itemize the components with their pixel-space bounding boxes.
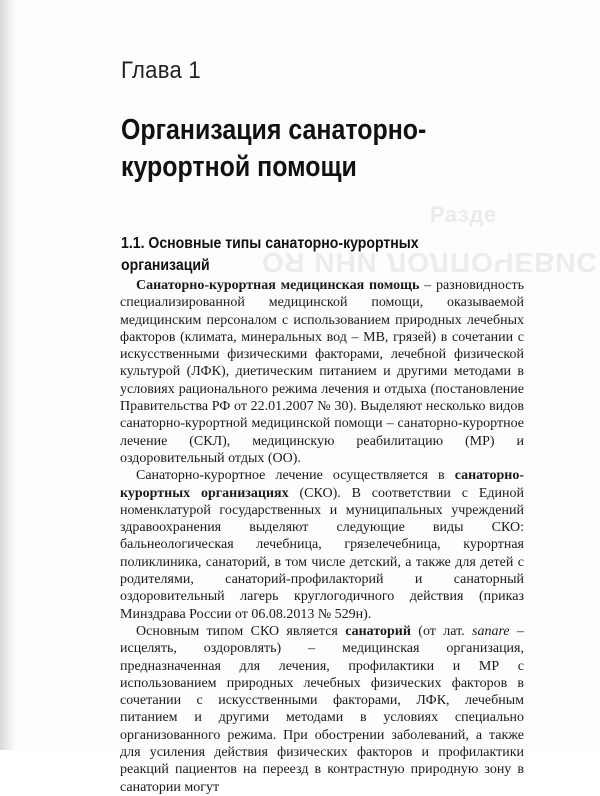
bleed-through-text-bottom: ОЯ ИНИ ЛОЛПОЧЕВИС bbox=[262, 247, 598, 278]
latin-word: sanare bbox=[472, 623, 510, 639]
paragraph-3-text-before: Основным типом СКО является bbox=[136, 623, 346, 639]
chapter-title-line-2: курортной помощи bbox=[121, 151, 357, 183]
paragraph-1-text: – разновидность специализированной медицинской помощи, оказываемой медицинским персоналом с использованием природных лечебных факторов (климата, минеральных вод – МВ, грязей) в сочетании с искусственными физическими факторами, лечебной физической культурой (ЛФК), диетическим питанием и другими методами в условиях рационального режима лечения и отдыха (постановление Правительства РФ от 22.01.2007 № 30). Выделяют несколько видов санаторно-курортной медицинской помощи – санаторно-курортное лечение (СКЛ), медицинскую реабилитацию (МР) и оздоровительный отдых (ОО). bbox=[120, 278, 524, 466]
section-title bbox=[121, 233, 499, 277]
term-sanatorium-organizations: санаторно-курортных организациях bbox=[120, 468, 524, 501]
bleed-through-text-top: Разде bbox=[430, 202, 497, 227]
term-sanatorium: санаторий bbox=[345, 623, 411, 639]
paragraph-1 bbox=[120, 277, 524, 467]
paragraph-2-text-before: Санаторно-курортное лечение осуществляется в bbox=[136, 468, 455, 484]
chapter-title bbox=[121, 112, 465, 186]
body-text bbox=[120, 277, 524, 796]
paragraph-2-text-after: (СКО). В соответствии с Единой номенклатурой государственных и муниципальных учреждений здравоохранения выделяют следующие виды СКО: бальнеологическая лечебница, грязелечебница, курортная поликлиника, санаторий, в том числе детский, а также для детей с родителями, санаторий-профилакторий и санаторный оздоровительный лагерь круглогодичного действия (приказ Минздрава России от 06.08.2013 № 529н). bbox=[120, 485, 524, 622]
chapter-label: Глава 1 bbox=[121, 57, 201, 84]
chapter-title-line-1: Организация санаторно- bbox=[121, 114, 427, 146]
paragraph-3 bbox=[120, 623, 524, 796]
section-title-line-1: 1.1. Основные типы санаторно-курортных bbox=[121, 235, 419, 252]
paragraph-3-text-after: – исцелять, оздоровлять) – медицинская организация, предназначенная для лечения, профилактики и МР с использованием природных лечебных физических факторов в сочетании с искусственными факторами, ЛФК, лечебным питанием и другими методами в условиях специально организованного режима. При обострении заболеваний, а также для усиления действия физических факторов и профилактики реакций пациентов на переезд в контрастную природную зону в санатории могут bbox=[120, 623, 525, 795]
section-title-line-2: организаций bbox=[121, 257, 210, 274]
term-sanatorium-care: Санаторно-курортная медицинская помощь bbox=[136, 278, 420, 293]
page-spine-shadow bbox=[0, 0, 16, 750]
paragraph-2 bbox=[120, 467, 524, 623]
paragraph-3-text-mid: (от лат. bbox=[410, 623, 473, 639]
